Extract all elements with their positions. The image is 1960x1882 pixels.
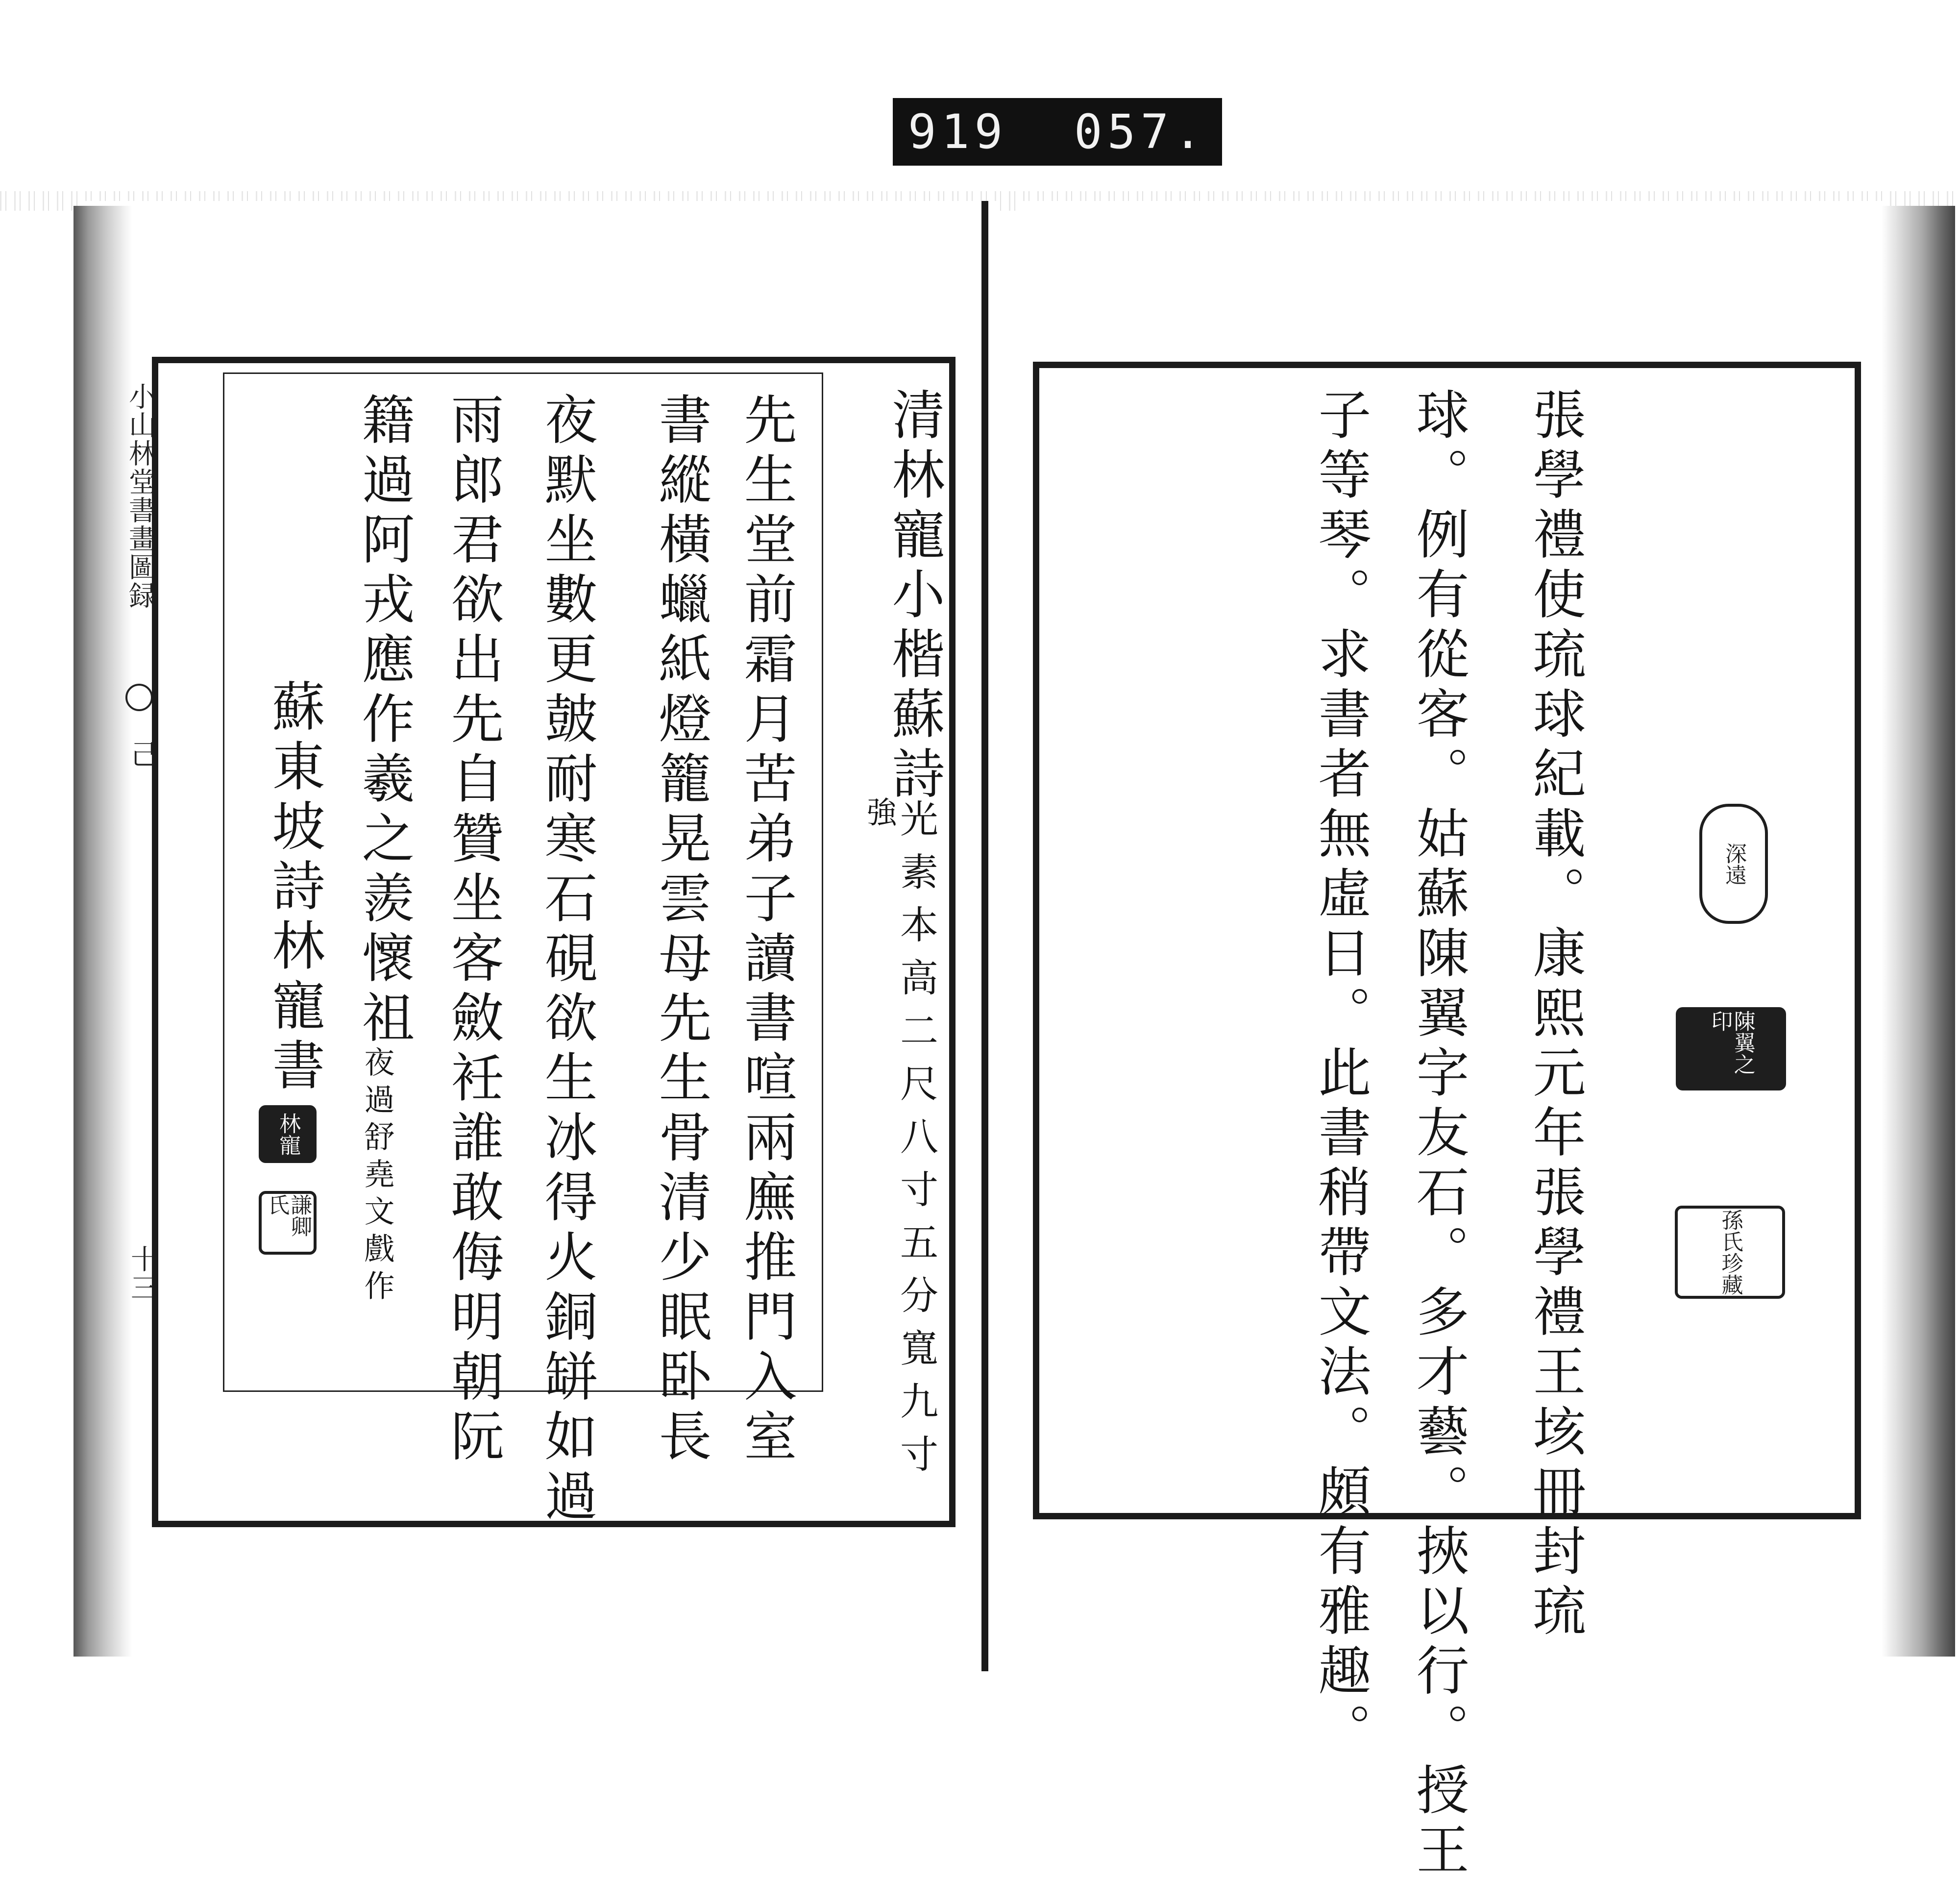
- artwork-title: 清林寵小楷蘇詩: [883, 387, 944, 806]
- poem-column-1: 先生堂前霜月苦弟子讀書喧兩廡推門入室: [735, 392, 796, 1468]
- margin-book-title: 小山林堂書畫圖録: [124, 382, 156, 610]
- commentary-column-1: 張學禮使琉球紀載。康熙元年張學禮王垓冊封琉: [1524, 387, 1585, 1643]
- seal-chen-yi: 陳翼之印: [1676, 1007, 1786, 1090]
- commentary-column-2: 球。例有從客。姑蘇陳翼字友石。多才藝。挾以行。授王: [1407, 387, 1469, 1882]
- poem-column-3: 夜默坐數更皷耐寒石硯欲生冰得火銅缾如過: [536, 392, 597, 1528]
- commentary-column-3: 子等琴。求書者無虛日。此書稍帶文法。頗有雅趣。: [1309, 387, 1371, 1762]
- poem-column-4: 雨郎君欲出先自贊坐客斂衽誰敢侮明朝阮: [442, 392, 503, 1468]
- seal-shenyuan: 深遠: [1699, 804, 1768, 924]
- right-page-edge-shadow: [1882, 206, 1955, 1657]
- left-page-edge-shadow: [74, 206, 132, 1657]
- seal-collector: 孫氏珍藏: [1675, 1206, 1785, 1299]
- seal-lin-chong: 林寵: [259, 1105, 317, 1163]
- book-spine-gutter: [981, 201, 988, 1671]
- film-reel-label: 919 057.: [893, 98, 1222, 166]
- artwork-dimensions: 光素本高二尺八寸五分寬九寸: [894, 799, 938, 1487]
- margin-page-number: 十三: [126, 1245, 158, 1302]
- poem-note: 夜過舒堯文戲作: [359, 1046, 395, 1307]
- poem-column-2: 書縱橫蠟紙燈籠晃雲母先生骨清少眠卧長: [650, 392, 711, 1468]
- margin-circle-mark: [125, 684, 153, 711]
- seal-qianqing: 謙卿氏: [259, 1191, 317, 1255]
- poem-column-5: 籍過阿戎應作羲之羨懷祖: [353, 392, 414, 1050]
- margin-volume-mark: 己: [126, 740, 158, 768]
- artwork-dimensions-end: 強: [861, 796, 897, 834]
- calligrapher-signature: 蘇東坡詩林寵書: [263, 679, 324, 1097]
